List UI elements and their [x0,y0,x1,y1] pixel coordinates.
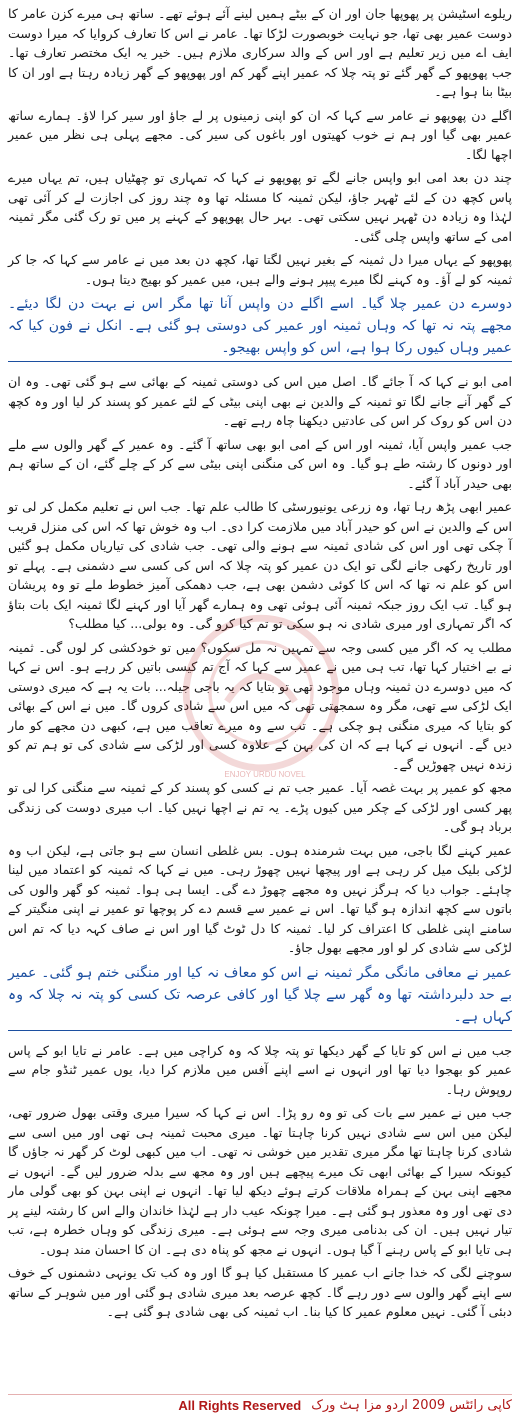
highlight-paragraph: عمیر نے معافی مانگی مگر ثمینہ نے اس کو معاف نہ کیا اور منگنی ختم ہو گئی۔ عمیر بے حد دلبرداشتہ تھا وہ گھر سے چلا گیا اور کافی عرصہ تک کسی کو پتہ نہ چلا کہ وہ کہاں ہے۔ [8,962,512,1031]
paragraph: چند دن بعد امی ابو واپس جانے لگے تو پھوپھو نے کہا کہ تمہاری تو چھٹیاں ہیں، تم یہاں میرے پاس کچھ دن کے لئے ٹھہر جاؤ، لیکن ثمینہ کا مسئلہ تھا وہ چند روز کی اجازت لے کر آئی تھی لہٰذا وہ زیادہ دن ٹھہر نہیں سکتی تھی۔ بہر حال پھوپھو کے کہنے پر میں تو رک گئی مگر ثمینہ امی کے ساتھ واپس چلی گئی۔ [8,170,512,244]
paragraph: سوچنے لگی کہ خدا جانے اب عمیر کا مستقبل کیا ہو گا اور وہ کب تک یونہی دشمنوں کے خوف سے اپنے گھر والوں سے دور رہے گا۔ کچھ عرصہ بعد میری شادی ہو گئی اور میں شوہر کے ساتھ دبئی آ گئی۔ نہیں معلوم عمیر کا کیا بنا۔ اب ثمینہ کی بھی شادی ہو گئی ہے۔ [8,1265,512,1319]
paragraph: مجھ کو عمیر پر بہت غصہ آیا۔ عمیر جب تم نے کسی کو پسند کر کے ثمینہ سے منگنی کرا لی تو پھر کسی اور لڑکی کے چکر میں کیوں پڑے۔ یہ تم نے اچھا نہیں کیا۔ اب میری دوست کی زندگی برباد ہو گی۔ [8,780,512,834]
paragraph: ریلوے اسٹیشن پر پھوپھا جان اور ان کے بیٹے ہمیں لینے آئے ہوئے تھے۔ ساتھ ہی میرے کزن عامر کا دوست عمیر بھی تھا، جو نہایت خوبصورت لڑکا تھا۔ عامر نے اس کا تعارف کروایا کہ میرا دوست ایف اے میں زیر تعلیم ہے اور اس کے والد سرکاری ملازم ہیں۔ خیر یہ ایک مختصر تعارف تھا۔ جب پھوپھو کے گھر گئے تو پتہ چلا کہ عمیر اپنے گھر کم اور پھوپھو کے گھر زیادہ رہتا ہے اور ان کا بیٹا بنا ہوا ہے۔ [8,6,512,99]
footer-copyright: کاپی رائٹس 2009 اردو مزا ہٹ ورک [311,1398,512,1413]
paragraph: اگلے دن پھوپھو نے عامر سے کہا کہ ان کو اپنی زمینوں پر لے جاؤ اور سیر کرا لاؤ۔ ہمارے ساتھ عمیر بھی گیا اور ہم نے خوب کھیتوں اور باغوں کی سیر کی۔ مجھے پہلی ہی نظر میں عمیر اچھا لگا۔ [8,107,512,162]
highlight-paragraph: دوسرے دن عمیر چلا گیا۔ اسے اگلے دن واپس آنا تھا مگر اس نے بہت دن لگا دیئے۔ مجھے پتہ نہ تھا کہ وہاں ثمینہ اور عمیر کی دوستی ہو گئی ہے۔ انکل نے فون کیا کہ عمیر وہاں کیوں رکا ہوا ہے، اس کو واپس بھیجو۔ [8,293,512,362]
footer-rights: All Rights Reserved [178,1398,302,1413]
paragraph: پھوپھو کے یہاں میرا دل ثمینہ کے بغیر نہیں لگتا تھا، کچھ دن بعد میں نے عامر سے کہا کہ جا کر ثمینہ کو لے آؤ۔ وہ کہنے لگا میرے پیپر ہونے والے ہیں، میں عمیر کو بھیج دیتا ہوں۔ [8,252,512,287]
paragraph: عمیر کہنے لگا باجی، میں بہت شرمندہ ہوں۔ بس غلطی انسان سے ہو جاتی ہے، لیکن اب وہ لڑکی بلیک میل کر رہی ہے اور پیچھا نہیں چھوڑ رہی۔ میں نے کہا کہ ثمینہ کو اعتماد میں لینا چاہئے۔ جواب دیا کہ ہرگز نہیں وہ مجھے چھوڑ دے گی۔ ایسا ہی ہوا۔ ثمینہ کو گھر والوں کی باتوں سے کچھ اندازہ ہو گیا تھا۔ اس نے عمیر سے قسم دے کر پوچھا تو عمیر نے اپنی منگیتر کے سامنے اپنی غلطی کا اعتراف کر لیا۔ ثمینہ کا دل ٹوٹ گیا اور اس نے صاف کہہ دیا کہ تم اس لڑکی سے شادی کر لو اور مجھے بھول جاؤ۔ [8,842,512,955]
paragraph: عمیر ابھی پڑھ رہا تھا، وہ زرعی یونیورسٹی کا طالب علم تھا۔ جب اس نے تعلیم مکمل کر لی تو اس کے والدین نے اس کو حیدر آباد میں ملازمت کرا دی۔ اب وہ خوش تھا کہ اس کی منزل قریب آ چکی تھی اور اس کی شادی ثمینہ سے ہونے والی تھی۔ جب شادی کی تیاریاں مکمل ہو گئیں اور تاریخ رکھی جانے لگی تو ایک دن عمیر کو پتہ چلا کہ اس کی کسی سے دشمنی ہے۔ پہلے تو اس کو علم نہ تھا کہ اس کا کوئی دشمن بھی ہے، جب دھمکی آمیز خطوط ملے تو وہ پریشان ہو گیا۔ تب ایک روز جبکہ ثمینہ آئی ہوئی تھی وہ ہمارے گھر آیا اور کہنے لگا ثمینہ ایک بات بتاؤ کہ اگر تمہاری اور میری شادی نہ ہو سکی تو تم کیا کرو گی۔ وہ بولی... کیا مطلب؟ [8,499,512,631]
paragraph: جب عمیر واپس آیا، ثمینہ اور اس کے امی ابو بھی ساتھ آ گئے۔ وہ عمیر کے گھر والوں سے ملے اور دونوں کا رشتہ طے ہو گیا۔ وہ اس کی منگنی اپنی بیٹی سے کر کے چلے گئے، ان کے ساتھ ہم بھی حیدر آباد آ گئے۔ [8,436,512,491]
watermark-text: ENJOY URDU NOVEL [224,770,306,779]
paragraph: مطلب یہ کہ اگر میں کسی وجہ سے تمہیں نہ مل سکوں؟ میں تو خودکشی کر لوں گی۔ ثمینہ نے بے اختیار کہا تھا، تب ہی میں نے عمیر سے کہا کہ آج تم کیسی باتیں کر رہے ہو۔ اس نے کہا کہ میں دوسرے دن ثمینہ وہاں موجود تھی تو بتایا کہ یہ باجی جیلہ... بات یہ ہے کہ میری دوستی ایک لڑکی سے تھی، مگر وہ سمجھتی تھی کہ میں اس سے شادی کروں گا۔ میں نے اس کے بھائی کو بتایا کہ میری منگنی ہو چکی ہے۔ تب سے وہ میرے تعاقب میں ہے، کبھی دن مجھے کو مار دیں گے۔ انہوں نے کہا ہے کہ ان کی بہن کے علاوہ کسی اور لڑکی سے شادی کی تو ہم تم کو زندہ نہیں چھوڑیں گے۔ [8,639,512,772]
footer [8,1394,512,1417]
paragraph: جب میں نے عمیر سے بات کی تو وہ رو پڑا۔ اس نے کہا کہ سیرا میری وقتی بھول ضرور تھی، لیکن میں اس سے شادی نہیں کرنا چاہتا تھا۔ میری محبت ثمینہ ہی تھی اور میں اسی سے شادی کرنا چاہتا تھا مگر میری تقدیر میں خوشی نہ تھی۔ اب میں کبھی لوٹ کر گھر نہ جاؤں گا کیونکہ سیرا کے بھائی ابھی تک میرے پیچھے ہیں اور وہ مجھ سے بدلہ ضرور لیں گے۔ انہوں نے مجھے اپنی بہن کے ہمراہ ملاقات کرتے ہوئے دیکھ لیا تھا۔ انہوں نے اپنی بہن کو بھی گولی مار دی تھی اور وہ معذور ہو گئی ہے۔ میرا چونکہ عیب دار ہے لہٰذا خاندان والے اس کا رشتہ لینے پر تیار نہیں ہیں۔ ان کی بدنامی میری وجہ سے ہوئی ہے۔ میری زندگی کو وہاں خطرہ ہے، تب ہی تایا ابو کے پاس رہنے آ گیا ہوں۔ انہوں نے مجھ کو پناہ دی ہے۔ ان کا احسان مند ہوں۔ [8,1105,512,1257]
paragraph: جب میں نے اس کو تایا کے گھر دیکھا تو پتہ چلا کہ وہ کراچی میں ہے۔ عامر نے تایا ابو کے پاس عمیر کو بھجوا دیا تھا اور انہوں نے اسے اپنے آفس میں ملازم کرا دیا، یوں عمیر ٹنڈو جام سے روپوش رہا۔ [8,1042,512,1097]
paragraph: امی ابو نے کہا کہ آ جائے گا۔ اصل میں اس کی دوستی ثمینہ کے بھائی سے ہو گئی تھی۔ وہ ان کے گھر آنے جانے لگا تو ثمینہ کے والدین نے بھی اپنی بیٹی کے لئے عمیر کو پسند کر لیا اور وہ کچھ دن اس کو روک کر اس کی عادتیں دیکھنا چاہ رہے تھے۔ [8,374,512,428]
